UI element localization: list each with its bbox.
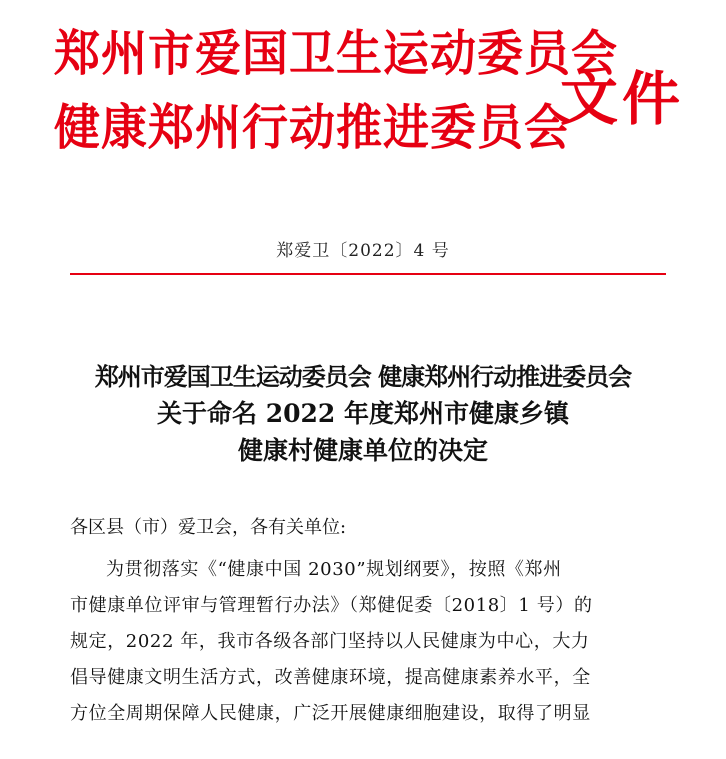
document-header <box>54 22 694 172</box>
paragraph-line: 方位全周期保障人民健康，广泛开展健康细胞建设，取得了明显 <box>70 703 591 724</box>
title-line-3: 健康村健康单位的决定 <box>237 436 488 465</box>
paragraph-line: 市健康单位评审与管理暂行办法》（郑健促委〔2018〕1 号）的 <box>70 595 593 616</box>
salutation: 各区县（市）爱卫会，各有关单位: <box>70 517 347 538</box>
document-number: 郑爱卫〔2022〕4 号 <box>276 241 450 261</box>
document-title <box>0 358 726 469</box>
paragraph-line: 倡导健康文明生活方式，改善健康环境，提高健康素养水平，全 <box>70 667 591 688</box>
title-line-2: 关于命名 2022 年度郑州市健康乡镇 <box>157 399 569 428</box>
paragraph-line: 规定，2022 年，我市各级各部门坚持以人民健康为中心，大力 <box>70 631 590 652</box>
issuing-agency-line-2: 健康郑州行动推进委员会 <box>54 99 571 156</box>
title-line-1: 郑州市爱国卫生运动委员会 健康郑州行动推进委员会 <box>94 362 632 391</box>
document-body <box>70 510 668 732</box>
document-type-label: 文件 <box>560 65 685 133</box>
issuing-agency-line-1: 郑州市爱国卫生运动委员会 <box>54 25 618 82</box>
paragraph-line: 为贯彻落实《“健康中国 2030”规划纲要》，按照《郑州 <box>106 559 562 580</box>
body-paragraph <box>70 552 668 732</box>
red-divider-line <box>70 273 666 275</box>
